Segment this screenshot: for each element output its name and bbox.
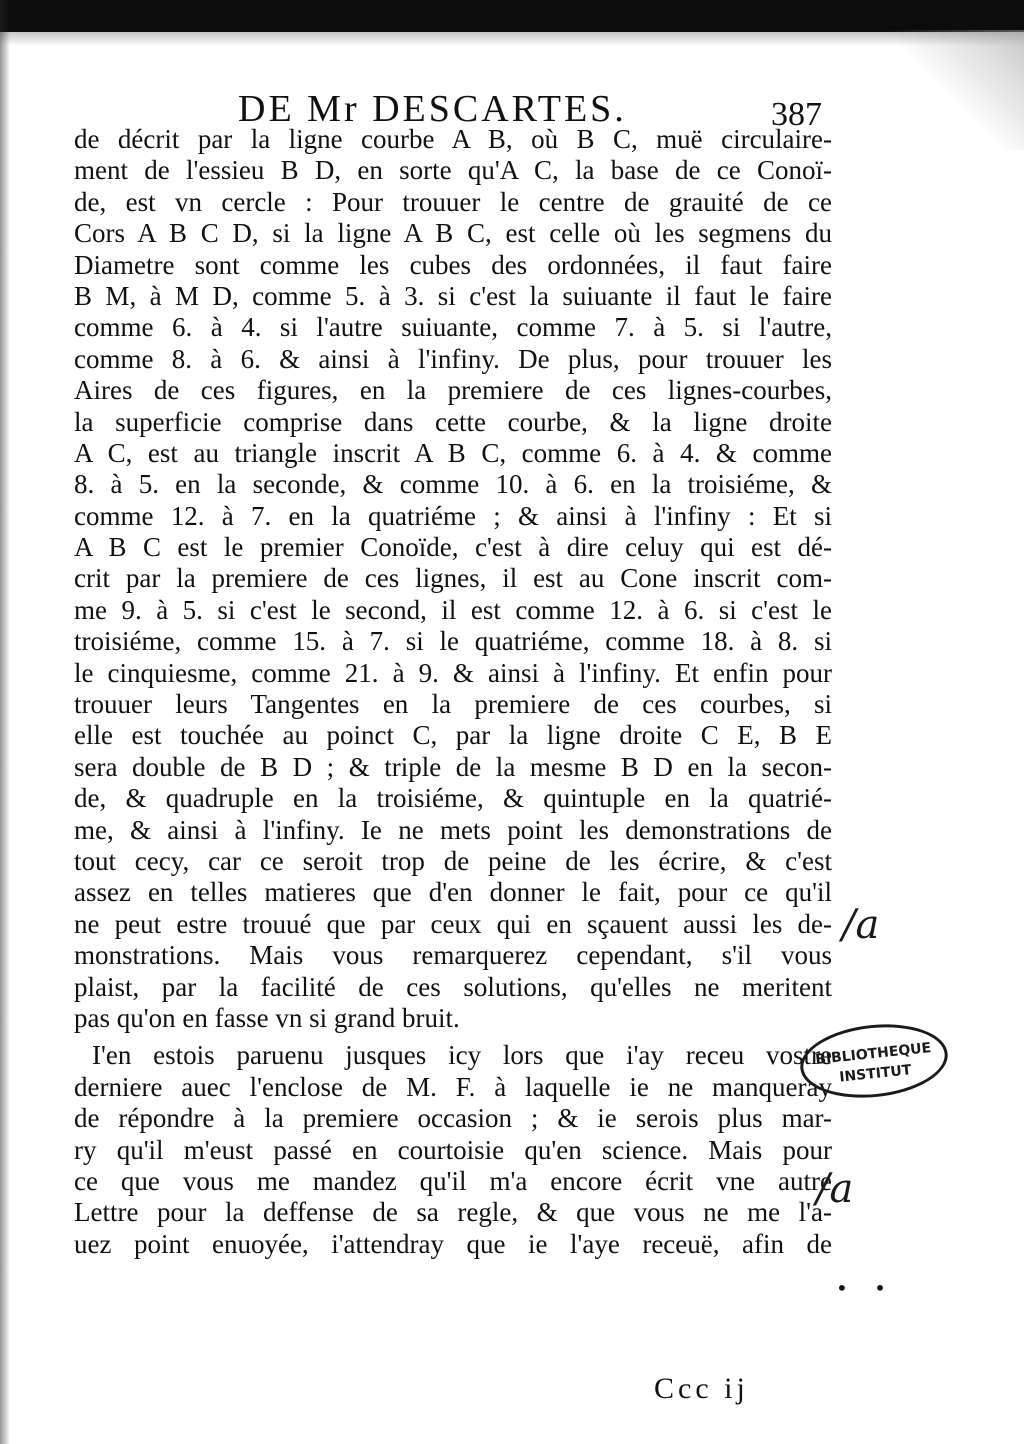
scan-top-border: [0, 0, 1024, 32]
book-page: [62, 84, 832, 1405]
text-line: ce que vous me mandez qu'il m'a encore écrit vne autre: [74, 1165, 832, 1196]
ink-specks: • •: [836, 1276, 896, 1300]
text-line: plaist, par la facilité de ces solutions, qu'elles ne meritent: [74, 971, 832, 1002]
text-line: sera double de B D ; & triple de la mesme B D en la secon-: [74, 751, 832, 782]
text-line: de, est vn cercle : Pour trouuer le centre de grauité de ce: [74, 186, 832, 217]
text-line: tout cecy, car ce seroit trop de peine de les écrire, & c'est: [74, 845, 832, 876]
text-line: comme 8. à 6. & ainsi à l'infiny. De plus, pour trouuer les: [74, 343, 832, 374]
scan-corner-shadow: [884, 30, 1024, 150]
text-line: ry qu'il m'eust passé en courtoisie qu'en science. Mais pour: [74, 1134, 832, 1165]
text-line: Aires de ces figures, en la premiere de ces lignes-courbes,: [74, 375, 832, 406]
stamp-line-2: INSTITUT: [838, 1062, 913, 1086]
text-line: me, & ainsi à l'infiny. Ie ne mets point les demonstrations de: [74, 814, 832, 845]
text-line: monstrations. Mais vous remarquerez cependant, s'il vous: [74, 940, 832, 971]
text-line: me 9. à 5. si c'est le second, il est comme 12. à 6. si c'est le: [74, 594, 832, 625]
text-line: Cors A B C D, si la ligne A B C, est celle où les segmens du: [74, 218, 832, 249]
text-line: uez point enuoyée, i'attendray que ie l'aye receuë, afin de: [74, 1228, 832, 1259]
text-line: A C, est au triangle inscrit A B C, comme 6. à 4. & comme: [74, 437, 832, 468]
text-line: comme 12. à 7. en la quatriéme ; & ainsi à l'infiny : Et si: [74, 500, 832, 531]
text-line: Lettre pour la deffense de sa regle, & que vous ne me l'a-: [74, 1197, 832, 1228]
text-line: Diametre sont comme les cubes des ordonnées, il faut faire: [74, 249, 832, 280]
scan-left-edge: [0, 0, 10, 1444]
text-line: elle est touchée au poinct C, par la ligne droite C E, B E: [74, 720, 832, 751]
text-line: 8. à 5. en la seconde, & comme 10. à 6. en la troisiéme, &: [74, 469, 832, 500]
margin-annotation: /a: [842, 902, 880, 948]
text-line: assez en telles matieres que d'en donner le fait, pour ce qu'il: [74, 877, 832, 908]
text-line: de répondre à la premiere occasion ; & ie serois plus mar-: [74, 1103, 832, 1134]
text-line: crit par la premiere de ces lignes, il est au Cone inscrit com-: [74, 563, 832, 594]
margin-annotation: /a: [816, 1166, 854, 1212]
text-line: comme 6. à 4. si l'autre suiuante, comme 7. à 5. si l'autre,: [74, 312, 832, 343]
text-line: I'en estois paruenu jusques icy lors que i'ay receu vostre: [92, 1040, 832, 1071]
body-text: [74, 124, 832, 1260]
running-title: DE Mr DESCARTES.: [238, 88, 627, 130]
stamp-line-1: BIBLIOTHEQUE: [814, 1040, 932, 1069]
stamp-seal-icon: [800, 1021, 948, 1101]
text-line: ment de l'essieu B D, en sorte qu'A C, la base de ce Conoï-: [74, 155, 832, 186]
text-line: A B C est le premier Conoïde, c'est à dire celuy qui est dé-: [74, 532, 832, 563]
scan-shadow: [0, 32, 1024, 46]
text-line: le cinquiesme, comme 21. à 9. & ainsi à l'infiny. Et enfin pour: [74, 657, 832, 688]
signature-mark: Ccc ij: [654, 1372, 749, 1405]
text-line: ne peut estre trouué que par ceux qui en sçauent aussi les de-: [74, 908, 832, 939]
text-line: derniere auec l'enclose de M. F. à laquelle ie ne manqueray: [74, 1071, 832, 1102]
text-line: la superficie comprise dans cette courbe, & la ligne droite: [74, 406, 832, 437]
text-line: de décrit par la ligne courbe A B, où B C, muë circulaire-: [74, 124, 832, 154]
text-line: pas qu'on en fasse vn si grand bruit.: [74, 1002, 460, 1033]
text-line: de, & quadruple en la troisiéme, & quintuple en la quatrié-: [74, 783, 832, 814]
text-line: troisiéme, comme 15. à 7. si le quatriéme, comme 18. à 8. si: [74, 626, 832, 657]
text-line: trouuer leurs Tangentes en la premiere de ces courbes, si: [74, 689, 832, 720]
text-line: B M, à M D, comme 5. à 3. si c'est la suiuante il faut le faire: [74, 280, 832, 311]
page-number: 387: [771, 96, 822, 133]
